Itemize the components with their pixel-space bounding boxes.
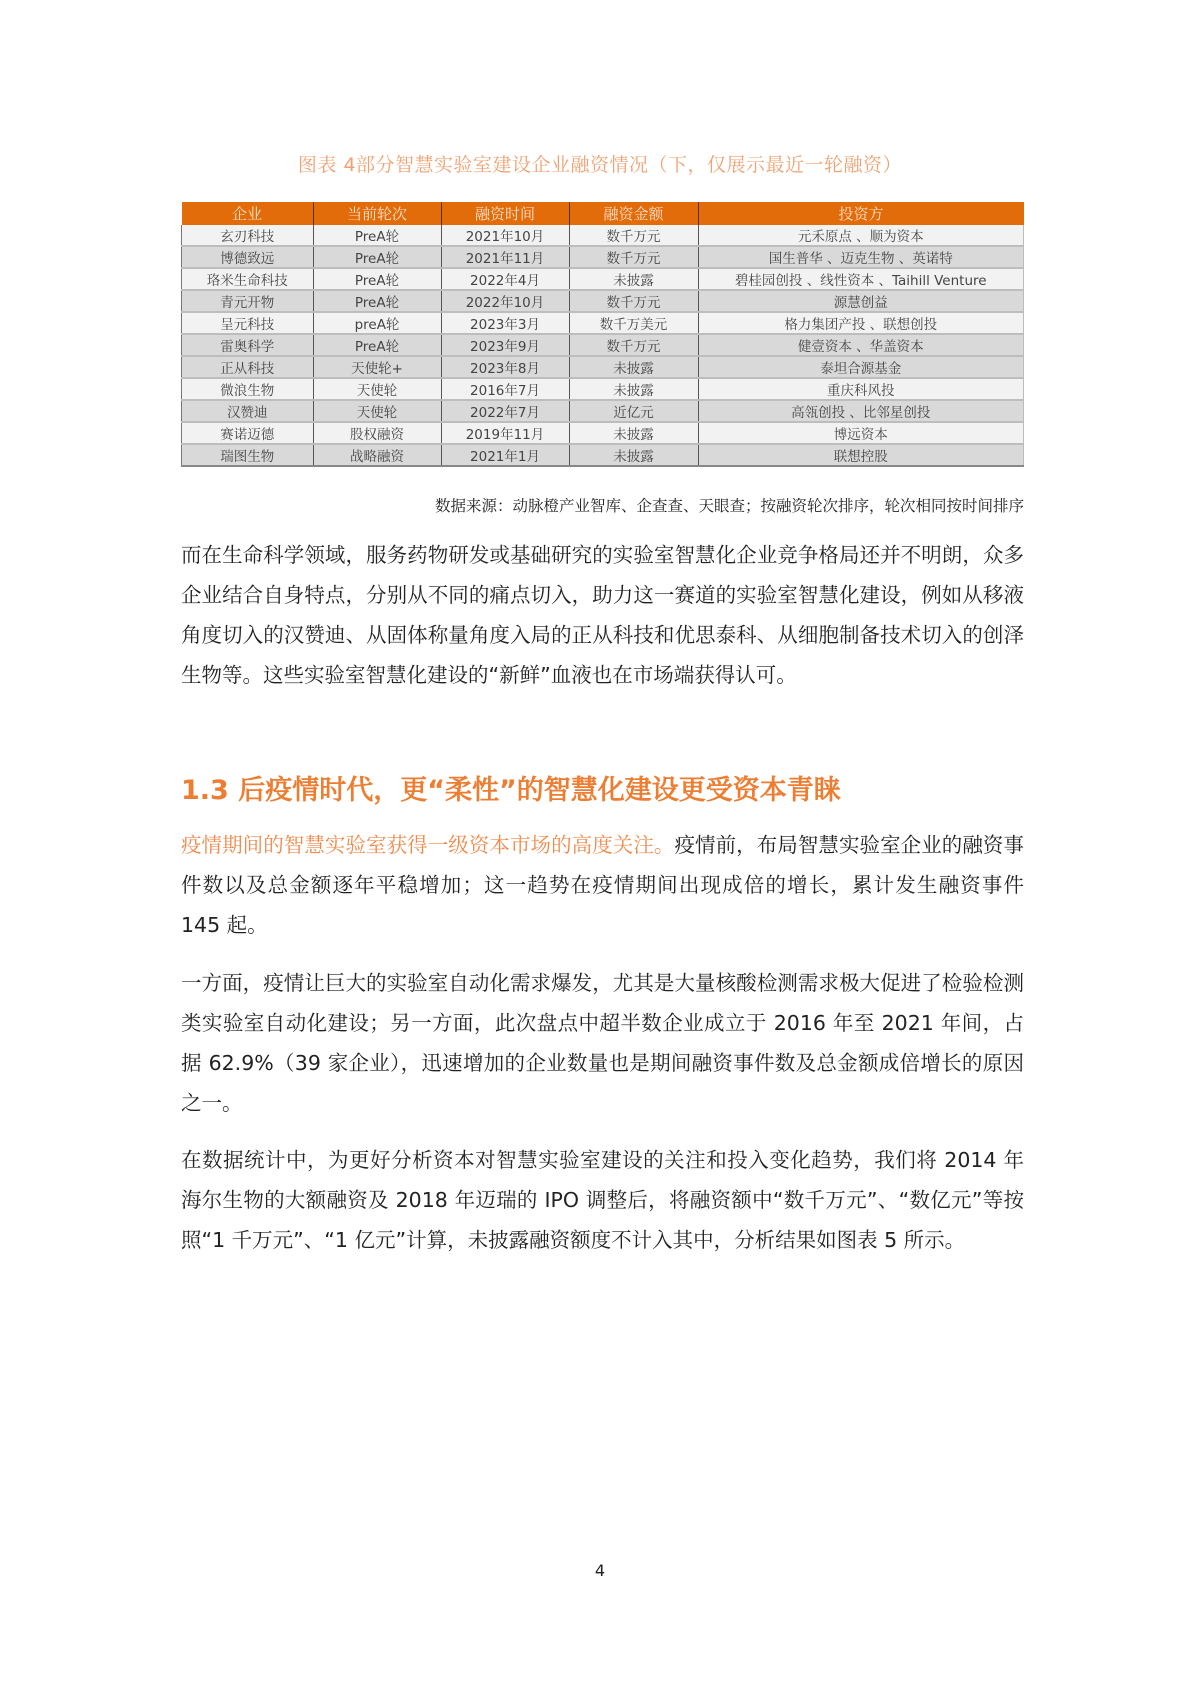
cell-investors: 健壹资本 、华盖资本 (698, 334, 1024, 356)
table-row (182, 444, 1024, 466)
cell-round: PreA轮 (313, 246, 441, 268)
cell-date: 2016年7月 (441, 378, 569, 400)
cell-date: 2023年9月 (441, 334, 569, 356)
cell-investors: 碧桂园创投 、线性资本 、Taihill Venture (698, 268, 1024, 290)
cell-investors: 格力集团产投 、联想创投 (698, 312, 1024, 334)
cell-date: 2022年4月 (441, 268, 569, 290)
table-row (182, 225, 1024, 246)
cell-amount: 未披露 (569, 422, 698, 444)
table-row (182, 246, 1024, 268)
cell-round: 战略融资 (313, 444, 441, 466)
cell-round: 股权融资 (313, 422, 441, 444)
cell-date: 2021年1月 (441, 444, 569, 466)
paragraph-2-rest: 疫情前，布局智慧实验室企业的融资事件数以及总金额逐年平稳增加；这一趋势在疫情期间出现成倍的增长，累计发生融资事件 145 起。 (181, 833, 1024, 937)
cell-company: 呈元科技 (182, 312, 314, 334)
page-number: 4 (594, 1561, 606, 1580)
cell-round: PreA轮 (313, 290, 441, 312)
cell-date: 2022年7月 (441, 400, 569, 422)
cell-amount: 数千万元 (569, 246, 698, 268)
highlighted-lead-sentence: 疫情期间的智慧实验室获得一级资本市场的高度关注。 (181, 833, 675, 857)
data-source-note: 数据来源：动脉橙产业智库、企查查、天眼查；按融资轮次排序，轮次相同按时间排序 (434, 497, 1024, 515)
cell-investors: 泰坦合源基金 (698, 356, 1024, 378)
table-row (182, 422, 1024, 444)
cell-company: 博德致远 (182, 246, 314, 268)
table-row (182, 400, 1024, 422)
table-header-row (182, 202, 1024, 225)
cell-amount: 数千万元 (569, 290, 698, 312)
cell-amount: 近亿元 (569, 400, 698, 422)
header-date: 融资时间 (441, 202, 569, 225)
cell-amount: 未披露 (569, 378, 698, 400)
cell-date: 2021年11月 (441, 246, 569, 268)
cell-round: PreA轮 (313, 334, 441, 356)
cell-date: 2022年10月 (441, 290, 569, 312)
cell-company: 雷奥科学 (182, 334, 314, 356)
cell-amount: 未披露 (569, 268, 698, 290)
cell-amount: 未披露 (569, 444, 698, 466)
cell-company: 珞米生命科技 (182, 268, 314, 290)
cell-company: 汉赞迪 (182, 400, 314, 422)
cell-amount: 数千万美元 (569, 312, 698, 334)
cell-company: 正从科技 (182, 356, 314, 378)
cell-investors: 高瓴创投 、比邻星创投 (698, 400, 1024, 422)
cell-investors: 国生普华 、迈克生物 、英诺特 (698, 246, 1024, 268)
cell-amount: 数千万元 (569, 225, 698, 246)
cell-date: 2023年3月 (441, 312, 569, 334)
cell-round: PreA轮 (313, 225, 441, 246)
section-heading: 1.3 后疫情时代，更“柔性”的智慧化建设更受资本青睐 (181, 775, 841, 806)
financing-table (181, 202, 1024, 467)
cell-investors: 联想控股 (698, 444, 1024, 466)
cell-round: 天使轮 (313, 378, 441, 400)
cell-date: 2023年8月 (441, 356, 569, 378)
cell-round: preA轮 (313, 312, 441, 334)
cell-investors: 源慧创益 (698, 290, 1024, 312)
table-row (182, 356, 1024, 378)
table-row (182, 268, 1024, 290)
cell-investors: 元禾原点 、顺为资本 (698, 225, 1024, 246)
table-row (182, 290, 1024, 312)
cell-investors: 重庆科风投 (698, 378, 1024, 400)
cell-investors: 博远资本 (698, 422, 1024, 444)
header-company: 企业 (182, 202, 314, 225)
body-paragraph-3: 一方面，疫情让巨大的实验室自动化需求爆发，尤其是大量核酸检测需求极大促进了检验检测类实验室自动化建设；另一方面，此次盘点中超半数企业成立于 2016 年至 2021 年间，占据 62.9%（39 家企业），迅速增加的企业数量也是期间融资事件数及总金额成倍增长的原因之一。 (181, 971, 1024, 1115)
table-row (182, 378, 1024, 400)
cell-company: 微浪生物 (182, 378, 314, 400)
cell-round: 天使轮 (313, 400, 441, 422)
header-amount: 融资金额 (569, 202, 698, 225)
body-paragraph-2 (181, 825, 1024, 945)
table-row (182, 334, 1024, 356)
header-round: 当前轮次 (313, 202, 441, 225)
header-investors: 投资方 (698, 202, 1024, 225)
figure-title: 图表 4部分智慧实验室建设企业融资情况（下，仅展示最近一轮融资） (297, 154, 903, 176)
cell-round: PreA轮 (313, 268, 441, 290)
cell-amount: 数千万元 (569, 334, 698, 356)
cell-company: 瑞图生物 (182, 444, 314, 466)
cell-date: 2019年11月 (441, 422, 569, 444)
cell-company: 玄刃科技 (182, 225, 314, 246)
cell-company: 青元开物 (182, 290, 314, 312)
cell-company: 赛诺迈德 (182, 422, 314, 444)
cell-amount: 未披露 (569, 356, 698, 378)
body-paragraph-1: 而在生命科学领域，服务药物研发或基础研究的实验室智慧化企业竞争格局还并不明朗，众多企业结合自身特点，分别从不同的痛点切入，助力这一赛道的实验室智慧化建设，例如从移液角度切入的汉赞迪、从固体称量角度入局的正从科技和优思泰科、从细胞制备技术切入的创泽生物等。这些实验室智慧化建设的“新鲜”血液也在市场端获得认可。 (181, 543, 1024, 687)
body-paragraph-4: 在数据统计中，为更好分析资本对智慧实验室建设的关注和投入变化趋势，我们将 2014 年海尔生物的大额融资及 2018 年迈瑞的 IPO 调整后，将融资额中“数千万元”、“数亿元”等按照“1 千万元”、“1 亿元”计算，未披露融资额度不计入其中，分析结果如图表 5 所示。 (181, 1148, 1024, 1252)
table-row (182, 312, 1024, 334)
cell-date: 2021年10月 (441, 225, 569, 246)
cell-round: 天使轮+ (313, 356, 441, 378)
